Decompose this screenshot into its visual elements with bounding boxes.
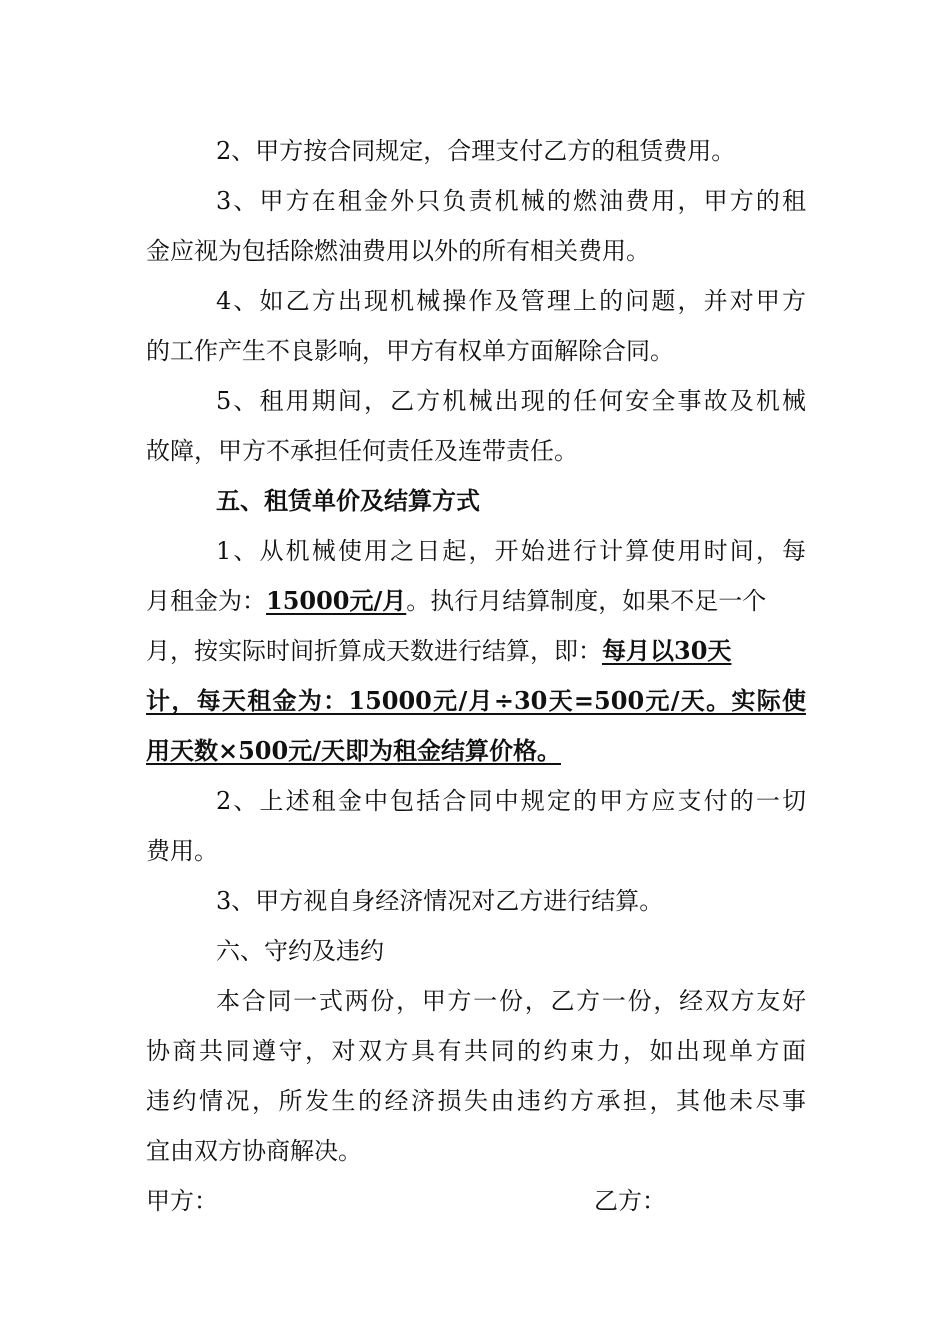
- breach-paragraph-line-2: 协商共同遵守，对双方具有共同的约束力，如出现单方面: [146, 1037, 806, 1065]
- section-6-heading: 六、守约及违约: [216, 937, 384, 965]
- signature-row: [146, 1176, 806, 1226]
- breach-paragraph-line-4: 宜由双方协商解决。: [146, 1137, 362, 1165]
- clause-3-line-1: 3、甲方在租金外只负责机械的燃油费用，甲方的租: [216, 187, 806, 215]
- breach-paragraph-line-3: 违约情况，所发生的经济损失由违约方承担，其他未尽事: [146, 1087, 806, 1115]
- clause-4-line-1: 4、如乙方出现机械操作及管理上的问题，并对甲方: [216, 287, 806, 315]
- rate-clause-line-5: 用天数×500元/天即为租金结算价格。: [146, 736, 561, 765]
- fee-clause-line-2: 费用。: [146, 837, 218, 865]
- rate-clause-line-2: 月租金为：15000元/月。执行月结算制度，如果不足一个: [146, 586, 767, 615]
- party-a-signature-label: 甲方：: [146, 1187, 218, 1215]
- fee-clause-line-1: 2、上述租金中包括合同中规定的甲方应支付的一切: [216, 787, 806, 815]
- breach-paragraph-line-1: 本合同一式两份，甲方一份，乙方一份，经双方友好: [216, 987, 806, 1015]
- clause-3-line-2: 金应视为包括除燃油费用以外的所有相关费用。: [146, 237, 650, 265]
- party-b-signature-label: 乙方：: [594, 1187, 666, 1215]
- section-5-heading: 五、租赁单价及结算方式: [216, 486, 480, 515]
- clause-5-line-1: 5、租用期间，乙方机械出现的任何安全事故及机械: [216, 387, 806, 415]
- daily-basis-text: 每月以30天: [602, 636, 732, 665]
- clause-4-line-2: 的工作产生不良影响，甲方有权单方面解除合同。: [146, 337, 674, 365]
- rate-clause-line-1: 1、从机械使用之日起，开始进行计算使用时间，每: [216, 537, 806, 565]
- monthly-rent-value: 15000元/月: [266, 586, 407, 615]
- clause-5-line-2: 故障，甲方不承担任何责任及连带责任。: [146, 437, 578, 465]
- settlement-clause: 3、甲方视自身经济情况对乙方进行结算。: [216, 887, 664, 915]
- clause-2-line: 2、甲方按合同规定，合理支付乙方的租赁费用。: [216, 137, 736, 165]
- rate-clause-line-4: 计，每天租金为：15000元/月÷30天=500元/天。实际使: [146, 686, 806, 715]
- rate-clause-line-3: 月，按实际时间折算成天数进行结算，即：每月以30天: [146, 636, 732, 665]
